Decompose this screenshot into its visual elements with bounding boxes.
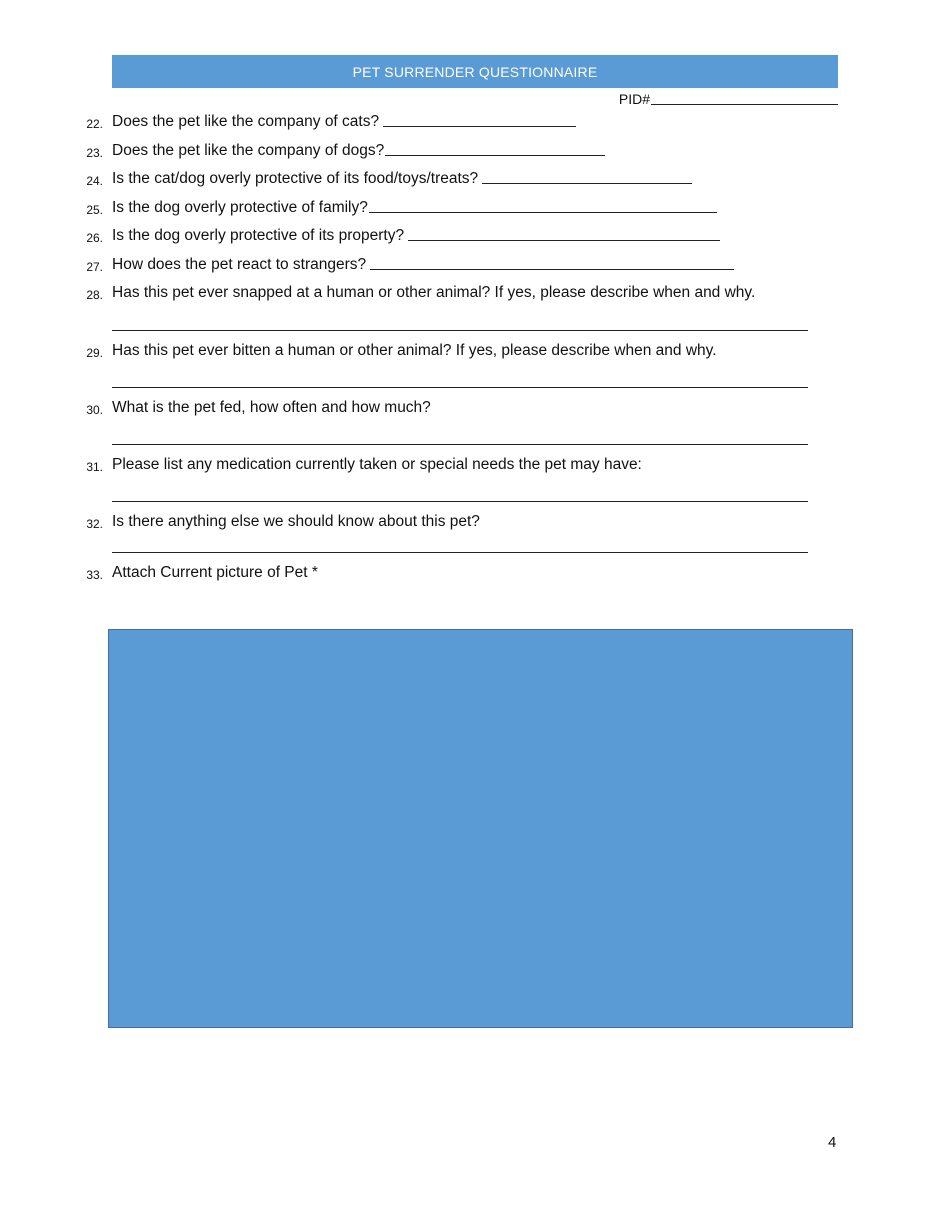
answer-line-29[interactable]: [112, 387, 808, 388]
answer-line-32[interactable]: [112, 552, 808, 553]
questionnaire-title-bar: [112, 55, 838, 88]
question-text: Is the dog overly protective of family?: [112, 199, 717, 217]
question-28: [0, 283, 950, 305]
answer-line-30[interactable]: [112, 444, 808, 445]
answer-line-24[interactable]: [482, 183, 692, 184]
pet-picture-box[interactable]: [108, 629, 853, 1028]
answer-line-25[interactable]: [369, 212, 717, 213]
questionnaire-title: PET SURRENDER QUESTIONNAIRE: [352, 63, 598, 80]
answer-line-23[interactable]: [385, 155, 605, 156]
question-number: 30.: [86, 403, 103, 417]
page-number: 4: [828, 1134, 837, 1151]
pid-field: [619, 91, 838, 107]
question-number: 33.: [86, 568, 103, 582]
question-26: [0, 226, 950, 248]
question-text: Has this pet ever snapped at a human or other animal? If yes, please describe when and why.: [112, 284, 756, 301]
question-number: 29.: [86, 346, 103, 360]
question-31: [0, 455, 950, 477]
question-text: Is there anything else we should know about this pet?: [112, 513, 480, 530]
question-25: [0, 198, 950, 220]
question-text: Please list any medication currently taken or special needs the pet may have:: [112, 456, 642, 473]
question-number: 23.: [86, 146, 103, 160]
question-24: [0, 169, 950, 191]
question-text: Does the pet like the company of cats?: [112, 113, 576, 131]
question-number: 22.: [86, 117, 103, 131]
question-29: [0, 341, 950, 363]
question-number: 26.: [86, 231, 103, 245]
question-27: [0, 255, 950, 277]
question-number: 32.: [86, 517, 103, 531]
question-text: Is the cat/dog overly protective of its food/toys/treats?: [112, 170, 692, 188]
question-text: Has this pet ever bitten a human or other animal? If yes, please describe when and why.: [112, 342, 717, 359]
answer-line-27[interactable]: [370, 269, 734, 270]
pid-label: PID#: [618, 91, 650, 107]
question-33: [0, 563, 950, 585]
question-number: 24.: [86, 174, 103, 188]
question-text: Attach Current picture of Pet *: [112, 564, 318, 581]
answer-line-31[interactable]: [112, 501, 808, 502]
question-number: 25.: [86, 203, 103, 217]
question-number: 31.: [86, 460, 103, 474]
question-text: Does the pet like the company of dogs?: [112, 142, 605, 160]
question-text: Is the dog overly protective of its property?: [112, 227, 720, 245]
pid-input-line[interactable]: [651, 104, 838, 105]
question-32: [0, 512, 950, 534]
answer-line-28[interactable]: [112, 330, 808, 331]
answer-line-22[interactable]: [383, 126, 576, 127]
answer-line-26[interactable]: [408, 240, 720, 241]
question-30: [0, 398, 950, 420]
question-22: [0, 112, 950, 134]
question-text: How does the pet react to strangers?: [112, 256, 734, 274]
question-number: 27.: [86, 260, 103, 274]
question-number: 28.: [86, 288, 103, 302]
question-23: [0, 141, 950, 163]
question-text: What is the pet fed, how often and how much?: [112, 399, 431, 416]
